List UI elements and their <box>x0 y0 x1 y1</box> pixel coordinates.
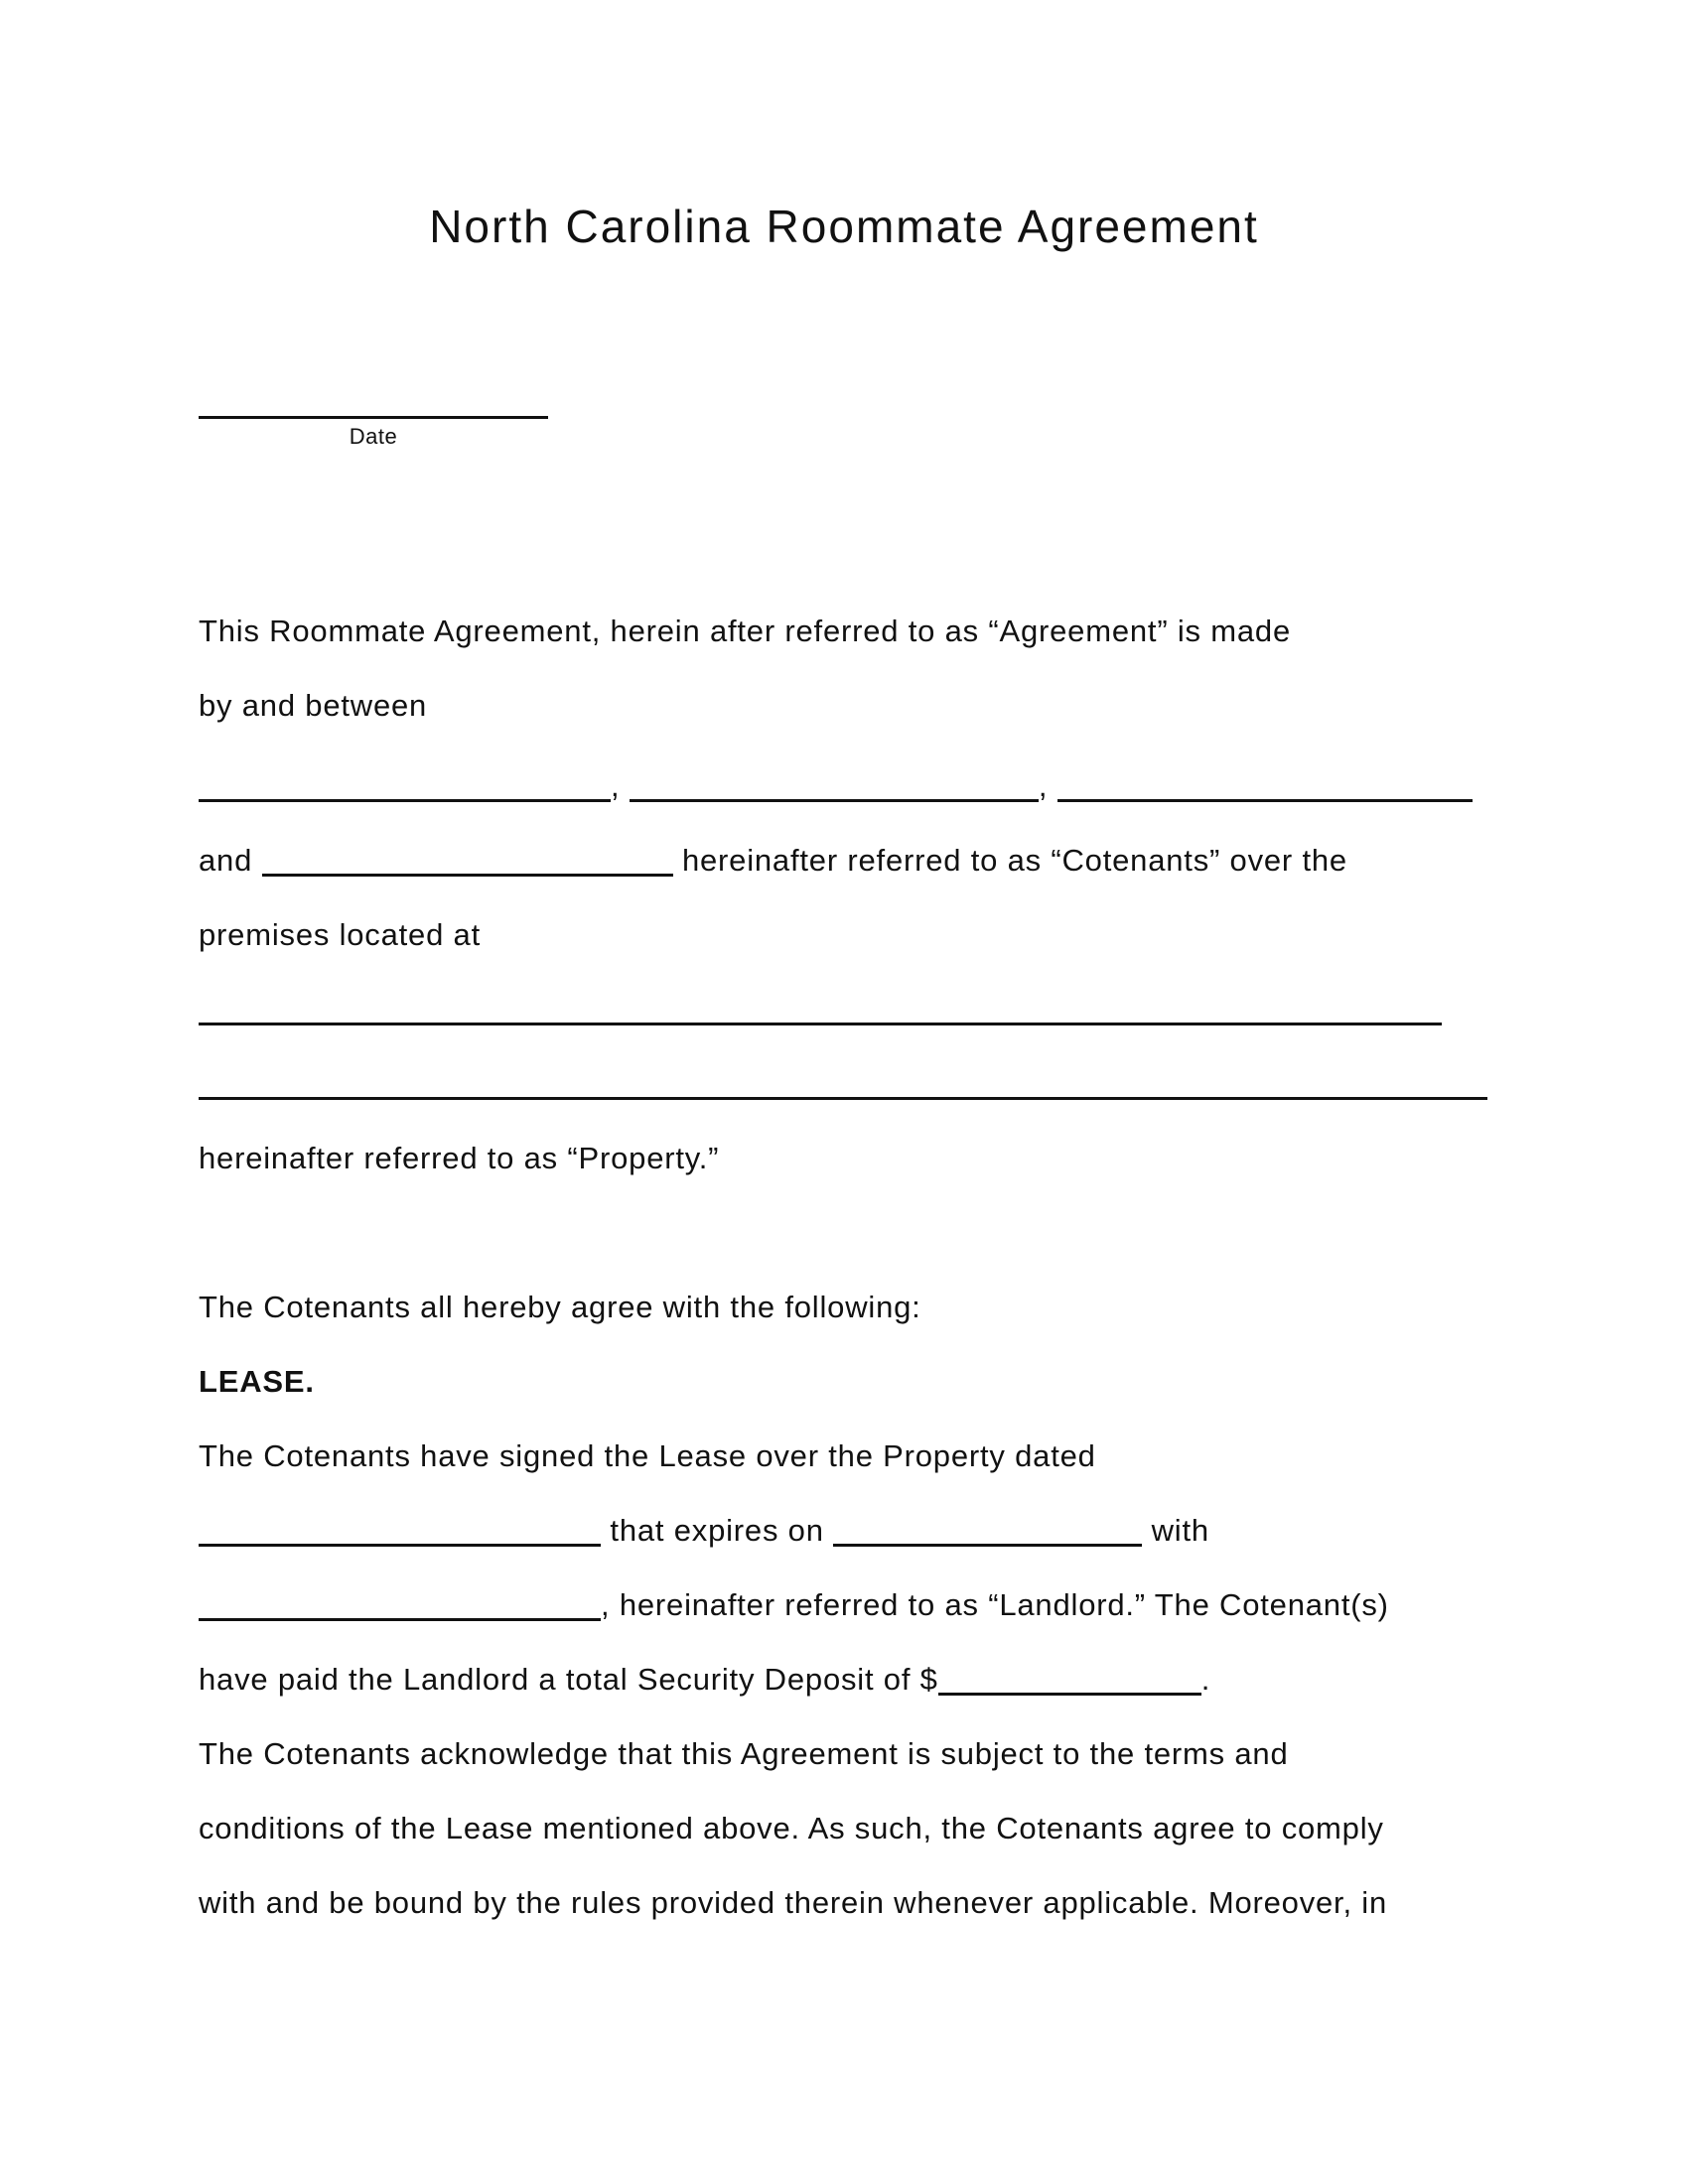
blank-field <box>938 1693 1201 1696</box>
text-segment: The Cotenants acknowledge that this Agreement is subject to the terms and <box>199 1736 1289 1771</box>
document-line <box>199 972 1491 1046</box>
blank-field <box>199 799 611 802</box>
document-line <box>199 1493 1491 1568</box>
document-line <box>199 1642 1491 1716</box>
text-segment: hereinafter referred to as “Property.” <box>199 1141 720 1175</box>
blank-field <box>199 1097 1487 1100</box>
date-field <box>199 388 548 450</box>
text-segment: by and between <box>199 688 428 723</box>
document-line <box>199 668 1491 743</box>
document-line <box>199 1270 1491 1344</box>
text-segment: hereinafter referred to as “Cotenants” over the <box>672 843 1347 878</box>
blank-field <box>833 1544 1142 1547</box>
text-segment: . <box>1200 1662 1211 1697</box>
document-line <box>199 1195 1491 1270</box>
document-line <box>199 1716 1491 1791</box>
text-segment: The Cotenants have signed the Lease over the Property dated <box>199 1438 1096 1473</box>
document-line <box>199 594 1491 668</box>
text-segment: with and be bound by the rules provided therein whenever applicable. Moreover, in <box>199 1885 1388 1920</box>
text-segment: , <box>1038 768 1057 803</box>
text-segment: conditions of the Lease mentioned above. As such, the Cotenants agree to comply <box>199 1811 1384 1845</box>
document-line <box>199 1791 1491 1865</box>
document-line <box>199 1568 1491 1642</box>
document-line <box>199 1865 1491 1940</box>
text-segment: , <box>611 768 630 803</box>
text-segment: have paid the Landlord a total Security Deposit of $ <box>199 1662 938 1697</box>
text-segment: , hereinafter referred to as “Landlord.” The Cotenant(s) <box>601 1587 1389 1622</box>
text-segment: that expires on <box>601 1513 834 1548</box>
text-segment: This Roommate Agreement, herein after referred to as “Agreement” is made <box>199 614 1292 648</box>
blank-field <box>199 1618 601 1621</box>
page-title: North Carolina Roommate Agreement <box>429 201 1259 252</box>
text-segment: LEASE. <box>199 1364 315 1399</box>
blank-field <box>1057 799 1473 802</box>
blank-field <box>630 799 1039 802</box>
text-segment: premises located at <box>199 917 481 952</box>
document-line <box>199 1046 1491 1121</box>
document-line <box>199 1344 1491 1419</box>
document-body <box>199 594 1491 1940</box>
blank-field <box>199 1544 601 1547</box>
blank-field <box>262 874 673 877</box>
text-segment: The Cotenants all hereby agree with the following: <box>199 1290 921 1324</box>
text-segment: and <box>199 843 262 878</box>
document-line <box>199 1419 1491 1493</box>
document-line <box>199 897 1491 972</box>
date-blank-line <box>199 388 548 419</box>
document-line <box>199 749 1491 823</box>
document-line <box>199 1121 1491 1195</box>
document-line <box>199 823 1491 897</box>
text-segment: with <box>1142 1513 1209 1548</box>
date-label: Date <box>349 424 398 449</box>
blank-field <box>199 1023 1442 1025</box>
